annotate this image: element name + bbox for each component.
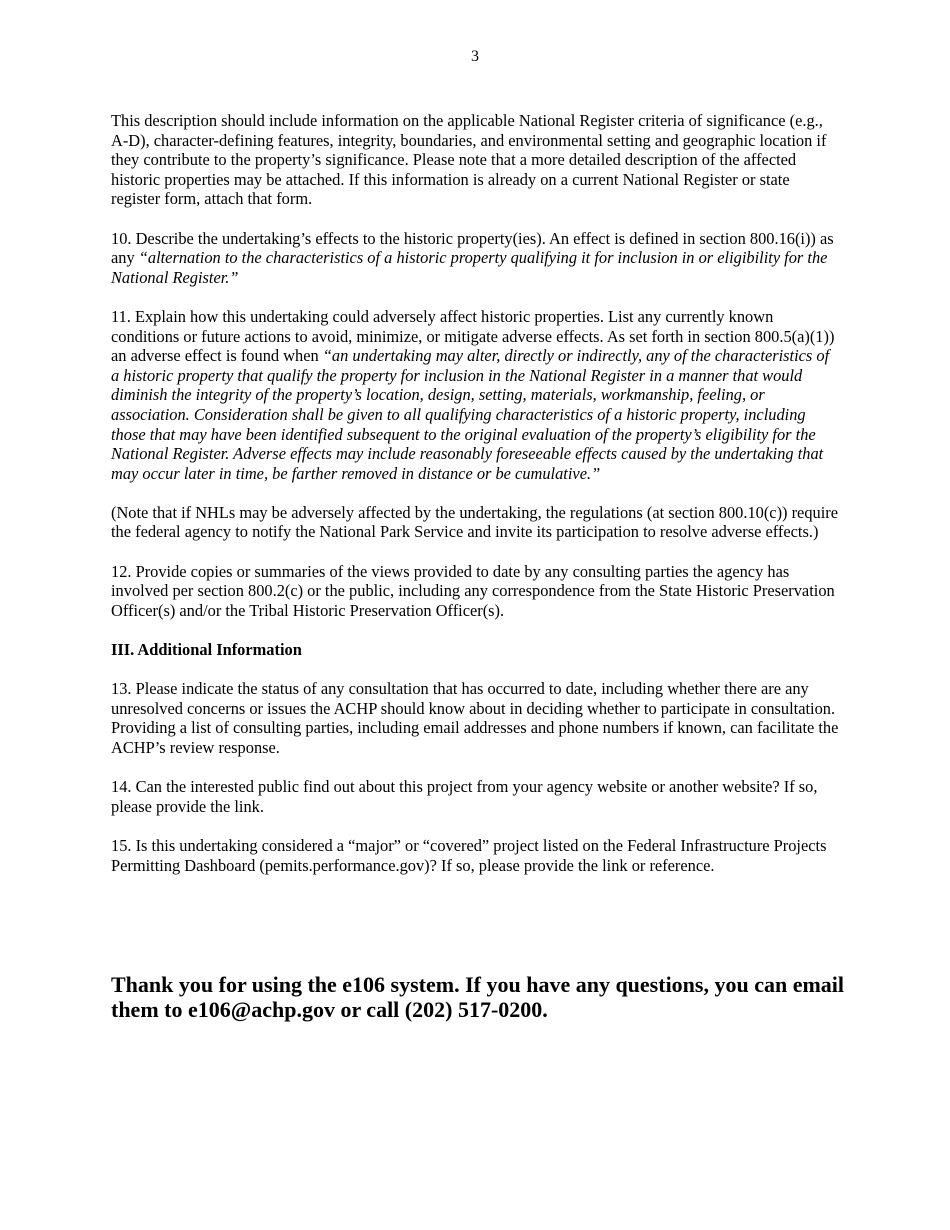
- closing-message: Thank you for using the e106 system. If you have any questions, you can email them to e106@achp.gov or call (202) 517-0200.: [111, 972, 845, 1022]
- document-body: [111, 111, 841, 895]
- description-paragraph: This description should include information on the applicable National Register criteria of significance (e.g., A-D), character-defining features, integrity, boundaries, and environmental setting and geographic location if they contribute to the property’s significance. Please note that a more detailed description of the affected historic properties may be attached. If this information is already on a current National Register or state register form, attach that form.: [111, 111, 827, 209]
- question-11: [111, 307, 841, 483]
- section-heading-additional-information: III. Additional Information: [111, 640, 302, 660]
- question-10-text: 10. Describe the undertaking’s effects to the historic property(ies). An effect is defined in section 800.16(i)) as any: [111, 228, 834, 268]
- question-14: 14. Can the interested public find out about this project from your agency website or another website? If so, please provide the link.: [111, 777, 818, 816]
- question-10-quote: “alternation to the characteristics of a historic property qualifying it for inclusion in or eligibility for the National Register.”: [111, 248, 828, 287]
- page-number: 3: [471, 48, 479, 65]
- question-13: 13. Please indicate the status of any consultation that has occurred to date, including whether there are any unresolved concerns or issues the ACHP should know about in deciding whether to participate in consultation. Providing a list of consulting parties, including email addresses and phone numbers if known, can facilitate the ACHP’s review response.: [111, 679, 839, 757]
- question-10: [111, 229, 841, 288]
- question-11-quote: “an undertaking may alter, directly or indirectly, any of the characteristics of a historic property that qualify the property for inclusion in the National Register in a manner that would diminish the integrity of the property’s location, design, setting, materials, workmanship, feeling, or association. Consideration shall be given to all qualifying characteristics of a historic property, including those that may have been identified subsequent to the original evaluation of the property’s eligibility for the National Register. Adverse effects may include reasonably foreseeable effects caused by the undertaking that may occur later in time, be farther removed in distance or be cumulative.”: [111, 346, 830, 483]
- nhl-note: (Note that if NHLs may be adversely affected by the undertaking, the regulations (at section 800.10(c)) require the federal agency to notify the National Park Service and invite its participation to resolve adverse effects.): [111, 502, 838, 542]
- question-12: 12. Provide copies or summaries of the views provided to date by any consulting parties the agency has involved per section 800.2(c) or the public, including any correspondence from the State Historic Preservation Officer(s) and/or the Tribal Historic Preservation Officer(s).: [111, 561, 835, 620]
- question-11-text: 11. Explain how this undertaking could adversely affect historic properties. List any currently known conditions or future actions to avoid, minimize, or mitigate adverse effects. As set forth in section 800.5(a)(1)) an adverse effect is found when: [111, 306, 835, 366]
- question-15: 15. Is this undertaking considered a “major” or “covered” project listed on the Federal Infrastructure Projects Permitting Dashboard (pemits.performance.gov)? If so, please provide the link or reference.: [111, 835, 827, 875]
